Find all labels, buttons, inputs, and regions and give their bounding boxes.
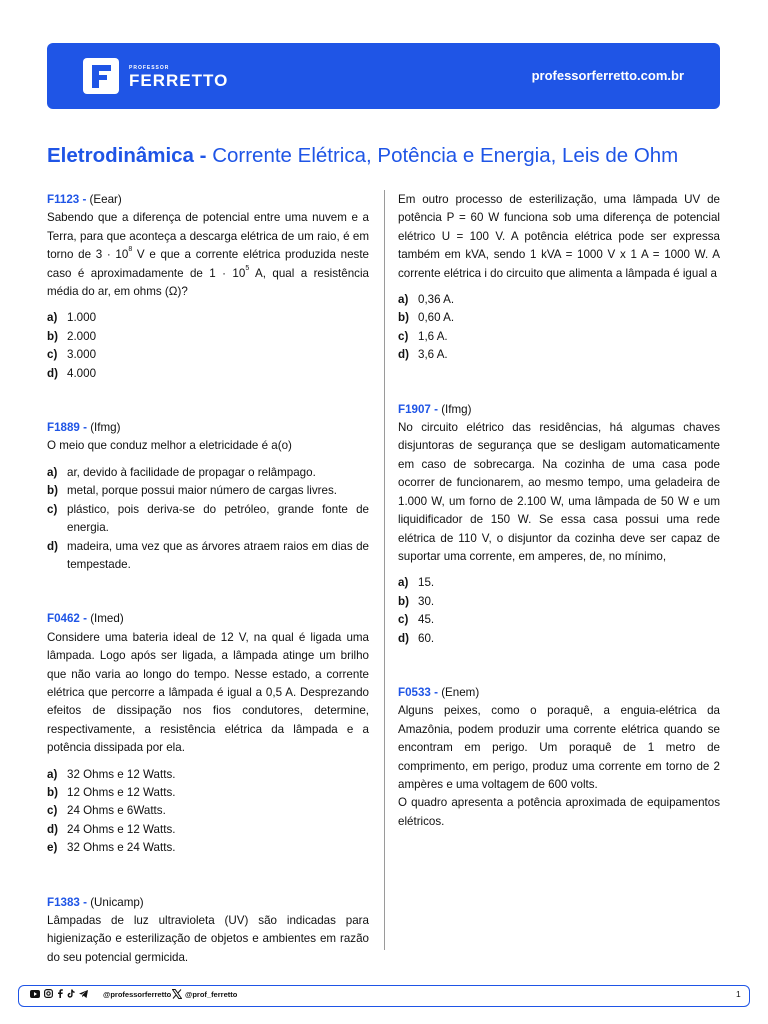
- options-list: [47, 309, 369, 383]
- options-list: [398, 291, 720, 365]
- option-letter: b): [47, 329, 58, 343]
- option-b[interactable]: [398, 309, 720, 327]
- question-f1383: [47, 894, 369, 968]
- option-d[interactable]: [47, 821, 369, 839]
- option-letter: b): [398, 594, 409, 608]
- option-letter: c): [47, 502, 58, 516]
- option-letter: b): [47, 785, 58, 799]
- question-source: (Imed): [86, 612, 124, 626]
- question-text: O meio que conduz melhor a eletricidade é a(o): [47, 439, 292, 453]
- question-text: Lâmpadas de luz ultravioleta (UV) são indicadas para higienização e esterilização de objetos e ambientes em razão do seu potencial germicida.: [47, 914, 369, 964]
- option-c[interactable]: [47, 501, 369, 538]
- option-text: 32 Ohms e 24 Watts.: [67, 841, 176, 855]
- option-b[interactable]: [47, 482, 369, 500]
- option-a[interactable]: [398, 574, 720, 592]
- options-list: [47, 766, 369, 858]
- question-text: Em outro processo de esterilização, uma lâmpada UV de potência P = 60 W funciona sob uma diferença de potencial elétrico U = 100 V. A potência elétrica pode ser expressa também em kVA, sendo 1 kVA = 1000 V x 1 A = 1000 W. A corrente elétrica i do circuito que alimenta a lâmpada é igual a: [398, 193, 720, 280]
- options-list: [47, 464, 369, 574]
- instagram-icon[interactable]: [44, 989, 53, 998]
- option-text: plástico, pois deriva-se do petróleo, grande fonte de energia.: [67, 502, 369, 535]
- option-text: 24 Ohms e 12 Watts.: [67, 822, 176, 836]
- options-list: [398, 574, 720, 648]
- option-text: 60.: [418, 631, 435, 645]
- question-f1383-continued: [398, 191, 720, 365]
- title-topic: Eletrodinâmica -: [47, 144, 207, 167]
- question-f1907: [398, 401, 720, 648]
- option-text: 3,6 A.: [418, 348, 448, 362]
- option-letter: d): [398, 348, 409, 362]
- option-letter: c): [398, 329, 409, 343]
- option-d[interactable]: [47, 365, 369, 383]
- option-letter: a): [398, 293, 409, 307]
- instagram-handle[interactable]: @professorferretto: [103, 990, 172, 999]
- option-text: metal, porque possui maior número de cargas livres.: [67, 484, 338, 498]
- title-subtopics: Corrente Elétrica, Potência e Energia, Leis de Ohm: [206, 144, 679, 167]
- option-e[interactable]: [47, 839, 369, 857]
- option-letter: d): [47, 366, 58, 380]
- question-paragraph: O quadro apresenta a potência aproximada de equipamentos elétricos.: [398, 796, 720, 828]
- option-text: ar, devido à facilidade de propagar o relâmpago.: [67, 465, 316, 479]
- question-text: [398, 702, 720, 831]
- option-c[interactable]: [398, 328, 720, 346]
- text-part: A, qual a resistência média do ar, em ohms (Ω)?: [47, 266, 369, 299]
- x-twitter-icon[interactable]: [172, 989, 182, 999]
- option-text: 0,36 A.: [418, 293, 455, 307]
- question-header: [47, 191, 369, 209]
- option-a[interactable]: [398, 291, 720, 309]
- question-source: (Enem): [437, 685, 480, 699]
- question-header: [398, 401, 720, 419]
- twitter-handle[interactable]: @prof_ferretto: [185, 990, 238, 999]
- text-part: V e que a corrente elétrica produzida neste caso é aproximadamente de 1 · 10: [47, 248, 369, 280]
- option-d[interactable]: [47, 538, 369, 575]
- youtube-icon[interactable]: [30, 990, 40, 998]
- telegram-icon[interactable]: [79, 990, 88, 998]
- option-d[interactable]: [398, 346, 720, 364]
- option-letter: a): [47, 767, 58, 781]
- option-letter: c): [47, 804, 58, 818]
- question-header: [47, 610, 369, 628]
- question-code: F1383 -: [47, 895, 87, 909]
- option-text: 30.: [418, 594, 435, 608]
- option-c[interactable]: [47, 802, 369, 820]
- option-letter: c): [398, 613, 409, 627]
- option-text: 45.: [418, 613, 435, 627]
- option-letter: b): [47, 484, 58, 498]
- option-text: 12 Ohms e 12 Watts.: [67, 785, 176, 799]
- page-number: 1: [736, 989, 741, 999]
- option-text: 1,6 A.: [418, 329, 448, 343]
- question-text: No circuito elétrico das residências, há algumas chaves disjuntoras de segurança que se desligam automaticamente em caso de sobrecarga. Na cozinha de uma casa pode ocorrer de funcionarem, ao mesmo tempo, uma geladeira de 1.000 W, um forno de 2.100 W, uma lâmpada de 50 W e um liquidificador de 150 W. Se essa casa possui uma rede elétrica de 110 V, o disjuntor da cozinha deve ser capaz de suportar uma corrente, em amperes, de, no mínimo,: [398, 421, 720, 563]
- option-letter: e): [47, 841, 58, 855]
- header-banner: [47, 43, 720, 109]
- text-part: Sabendo que a diferença de potencial entre uma nuvem e a Terra, para que aconteça a descarga elétrica de um raio, é em torno de 3 · 10: [47, 211, 369, 262]
- option-letter: d): [398, 631, 409, 645]
- question-f0533: [398, 684, 720, 831]
- question-text: [47, 209, 369, 301]
- option-a[interactable]: [47, 309, 369, 327]
- question-source: (Unicamp): [86, 895, 144, 909]
- option-text: madeira, uma vez que as árvores atraem raios em dias de tempestade.: [67, 539, 369, 571]
- option-d[interactable]: [398, 630, 720, 648]
- option-text: 2.000: [67, 329, 97, 343]
- option-letter: d): [47, 539, 58, 553]
- question-f1889: [47, 419, 369, 574]
- question-code: F1907 -: [398, 402, 438, 416]
- question-header: [47, 419, 369, 437]
- question-f0462: [47, 610, 369, 857]
- option-c[interactable]: [398, 611, 720, 629]
- question-source: (Ifmg): [437, 402, 472, 416]
- site-link[interactable]: professorferretto.com.br: [531, 68, 684, 83]
- question-code: F0462 -: [47, 612, 87, 626]
- right-column: [398, 191, 720, 867]
- left-column: [47, 191, 369, 1003]
- option-text: 3.000: [67, 348, 97, 362]
- option-text: 24 Ohms e 6Watts.: [67, 804, 166, 818]
- facebook-icon[interactable]: [57, 989, 63, 998]
- option-b[interactable]: [47, 328, 369, 346]
- option-b[interactable]: [398, 593, 720, 611]
- question-code: F1889 -: [47, 421, 87, 435]
- option-letter: d): [47, 822, 58, 836]
- logo-subtitle: PROFESSOR: [129, 65, 170, 71]
- option-a[interactable]: [47, 766, 369, 784]
- column-divider: [384, 190, 385, 950]
- question-code: F1123 -: [47, 193, 87, 206]
- option-b[interactable]: [47, 784, 369, 802]
- question-header: [47, 894, 369, 912]
- question-f1123: [47, 191, 369, 383]
- option-letter: a): [47, 311, 58, 325]
- option-c[interactable]: [47, 346, 369, 364]
- social-icons: [30, 989, 88, 998]
- logo-name: FERRETTO: [129, 71, 229, 90]
- exponent: 8: [128, 246, 133, 254]
- question-source: (Eear): [86, 193, 122, 206]
- option-letter: a): [47, 465, 58, 479]
- question-paragraph: Alguns peixes, como o poraquê, a enguia-elétrica da Amazônia, podem produzir uma corrente elétrica quando se encontram em perigo. Um poraquê de 1 metro de comprimento, em perigo, produz uma corrente em torno de 2 ampères e uma voltagem de 600 volts.: [398, 704, 720, 791]
- option-a[interactable]: [47, 464, 369, 482]
- option-letter: c): [47, 348, 58, 362]
- option-letter: b): [398, 311, 409, 325]
- option-letter: a): [398, 576, 409, 590]
- option-text: 15.: [418, 576, 435, 590]
- ferretto-logo-icon: [83, 58, 119, 94]
- page-title: [47, 144, 678, 168]
- option-text: 1.000: [67, 311, 97, 325]
- option-text: 0,60 A.: [418, 311, 455, 325]
- question-text: Considere uma bateria ideal de 12 V, na qual é ligada uma lâmpada. Logo após ser ligada, a lâmpada atinge um brilho que não varia ao longo do tempo. Nesse estado, a corrente elétrica que percorre a lâmpada é igual a 0,5 A. Desprezando efeitos de dissipação nos fios condutores, determine, respectivamente, a resistência elétrica da lâmpada e a potência dissipada por ela.: [47, 630, 369, 755]
- option-text: 32 Ohms e 12 Watts.: [67, 767, 176, 781]
- question-header: [398, 684, 720, 702]
- tiktok-icon[interactable]: [67, 989, 75, 998]
- question-code: F0533 -: [398, 685, 438, 699]
- question-source: (Ifmg): [86, 421, 121, 435]
- option-text: 4.000: [67, 366, 97, 380]
- exponent: 5: [245, 264, 250, 272]
